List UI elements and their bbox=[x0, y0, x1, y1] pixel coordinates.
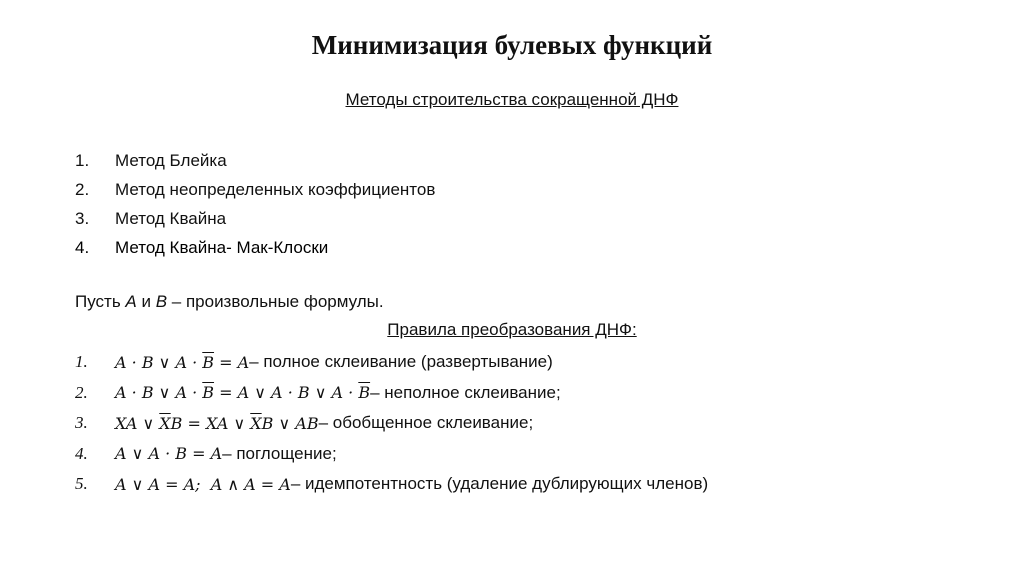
rule-description: – идемпотентность (удаление дублирующих членов) bbox=[290, 474, 709, 494]
rule-item bbox=[75, 347, 708, 378]
premise-text: Пусть A и B – произвольные формулы. bbox=[75, 292, 384, 311]
methods-list bbox=[75, 146, 435, 262]
rule-item bbox=[75, 439, 708, 470]
rule-formula: XA ∨ $\overline{X}B$ = XA ∨ $\overline{X}B$ ∨ AB bbox=[115, 413, 319, 433]
rule-number: 3. bbox=[75, 413, 88, 433]
rule-description: – неполное склеивание; bbox=[370, 382, 561, 402]
rule-item bbox=[75, 378, 708, 409]
method-item bbox=[75, 233, 435, 262]
rule-number: 1. bbox=[75, 352, 88, 372]
method-label: Метод неопределенных коэффициентов bbox=[115, 179, 436, 199]
rule-item bbox=[75, 469, 708, 500]
method-item bbox=[75, 204, 435, 233]
rule-item bbox=[75, 408, 708, 439]
rule-number: 4. bbox=[75, 443, 88, 463]
rule-description: – обобщенное склеивание; bbox=[318, 413, 534, 433]
rule-number: 5. bbox=[75, 474, 88, 494]
method-label: Метод Блейка bbox=[115, 150, 227, 170]
rule-formula: A ∨ A = A; A ∧ A = A bbox=[115, 474, 291, 494]
method-label: Метод Квайна- Мак-Клоски bbox=[115, 237, 329, 257]
rules-heading: Правила преобразования ДНФ: bbox=[387, 320, 637, 339]
rule-description: – полное склеивание (развертывание) bbox=[249, 352, 553, 372]
rule-description: – поглощение; bbox=[222, 443, 337, 463]
rule-formula: A · B ∨ $A \cdot \overline{B} = A$ bbox=[115, 352, 250, 372]
rules-list bbox=[75, 347, 708, 500]
method-number: 2. bbox=[75, 179, 90, 199]
slide-title: Минимизация булевых функций bbox=[311, 30, 713, 60]
method-number: 3. bbox=[75, 208, 90, 228]
rule-number: 2. bbox=[75, 382, 88, 402]
method-item bbox=[75, 175, 435, 204]
methods-heading: Методы строительства сокращенной ДНФ bbox=[345, 90, 679, 109]
method-item bbox=[75, 146, 435, 175]
method-number: 1. bbox=[75, 150, 90, 170]
method-number: 4. bbox=[75, 237, 90, 257]
method-label: Метод Квайна bbox=[115, 208, 227, 228]
rule-formula: A · B ∨ $A \cdot \overline{B} = A$ ∨ A · B ∨ $A \cdot \overline{B}$ bbox=[115, 383, 371, 403]
rule-formula: A ∨ A · B = A bbox=[115, 444, 223, 464]
